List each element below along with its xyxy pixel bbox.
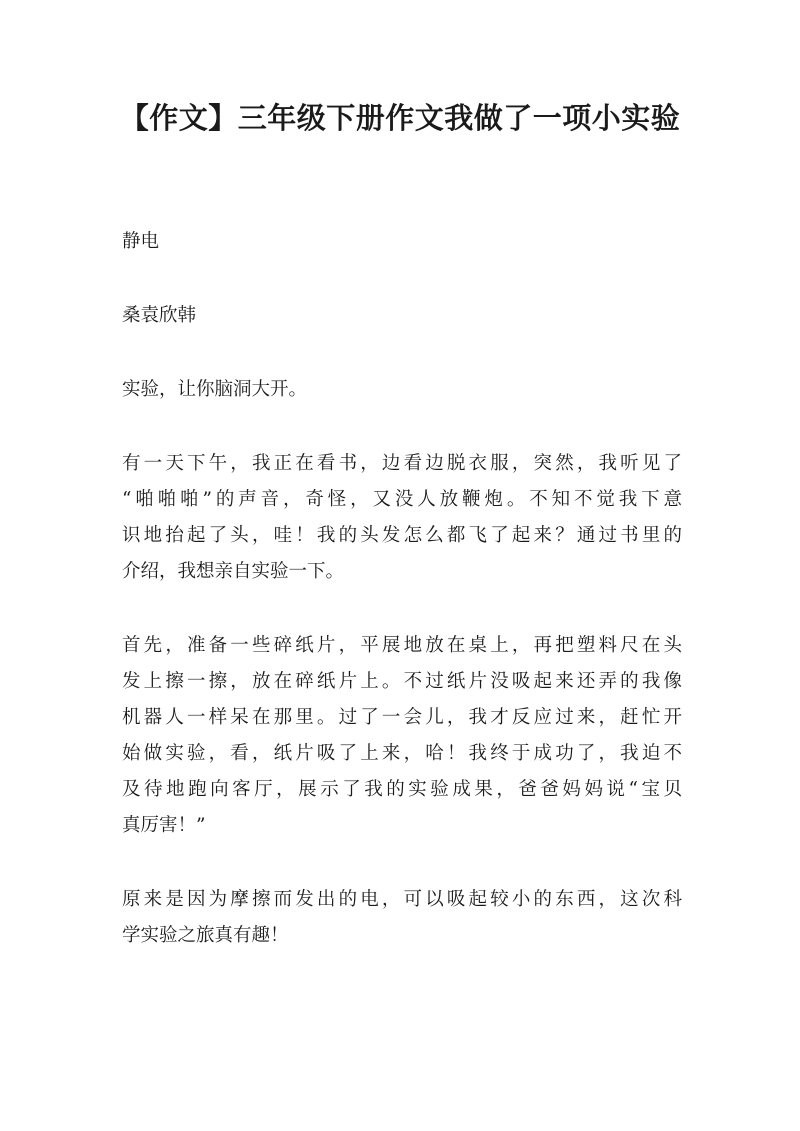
paragraph-heading xyxy=(122,224,682,260)
text-line: 及待地跑向客厅，展示了我的实验成果，爸爸妈妈说“宝贝 xyxy=(122,779,682,800)
text-line: 介绍，我想亲自实验一下。 xyxy=(122,561,345,582)
text-line: 原来是因为摩擦而发出的电，可以吸起较小的东西，这次科 xyxy=(122,889,682,910)
text-line: “啪啪啪”的声音，奇怪，又没人放鞭炮。不知不觉我下意 xyxy=(122,489,682,510)
paragraph-conclusion xyxy=(122,882,682,954)
text-line: 识地抬起了头，哇！我的头发怎么都飞了起来？通过书里的 xyxy=(122,525,682,546)
text-line: 学实验之旅真有趣！ xyxy=(122,925,289,946)
text-line: 有一天下午，我正在看书，边看边脱衣服，突然，我听见了 xyxy=(122,453,682,474)
paragraph-story xyxy=(122,446,682,590)
document-title: 【作文】三年级下册作文我做了一项小实验 xyxy=(119,101,681,135)
text-line: 机器人一样呆在那里。过了一会儿，我才反应过来，赶忙开 xyxy=(122,707,682,728)
paragraph-intro xyxy=(122,372,682,408)
document-body xyxy=(122,224,682,992)
paragraph-author xyxy=(122,298,682,334)
text-line: 始做实验，看，纸片吸了上来，哈！我终于成功了，我迫不 xyxy=(122,743,682,764)
text-line: 真厉害！” xyxy=(122,815,206,836)
text-line: 实验，让你脑洞大开。 xyxy=(122,379,308,400)
text-line: 首先，准备一些碎纸片，平展地放在桌上，再把塑料尺在头 xyxy=(122,635,682,656)
text-line: 发上擦一擦，放在碎纸片上。不过纸片没吸起来还弄的我像 xyxy=(122,671,682,692)
text-line: 静电 xyxy=(122,231,160,252)
paragraph-experiment xyxy=(122,628,682,844)
text-line: 桑袁欣韩 xyxy=(122,305,197,326)
